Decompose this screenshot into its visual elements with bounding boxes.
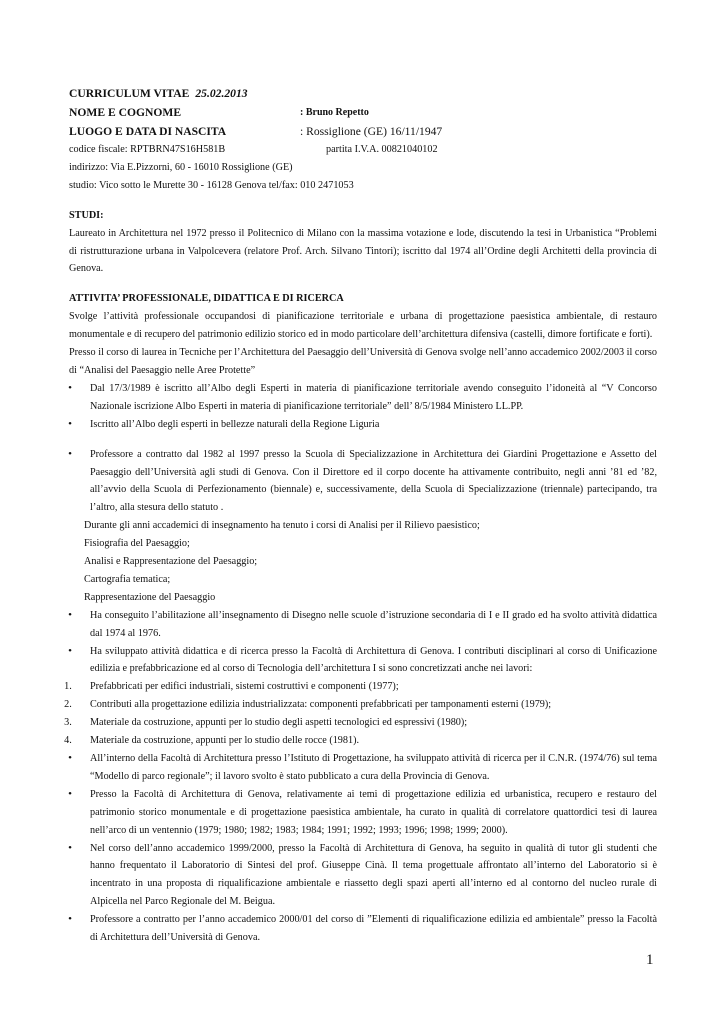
list-item: • Nel corso dell’anno accademico 1999/2000, presso la Facoltà di Architettura di Genova, ha seguito in qualità di tutor gli studenti che hanno frequentato il Laboratorio di Sintesi del prof. Giuseppe Cinà. Il tema progettuale affrontato all’interno del Laboratorio si è incentrato in una proposta di riqualificazione ambientale e riassetto degli spazi aperti all’interno ed al contorno del nucleo rurale di Alpicella nel Parco Regionale del M. Beigua.: [69, 840, 657, 912]
course-item: Rappresentazione del Paesaggio: [84, 591, 216, 603]
list-item: 1. Prefabbricati per edifici industriali, sistemi costruttivi e componenti (1977);: [69, 678, 657, 696]
course-item: Cartografia tematica;: [84, 573, 171, 585]
list-item: 3. Materiale da costruzione, appunti per lo studio degli aspetti tecnologici ed espressivi (1980);: [69, 714, 657, 732]
name-value: : Bruno Repetto: [300, 107, 369, 118]
bullet-icon: •: [68, 841, 72, 854]
name-label: NOME E COGNOME: [69, 106, 182, 119]
bullet-list-3: [69, 607, 657, 679]
studies-heading: STUDI:: [69, 209, 104, 221]
studies-text: Laureato in Architettura nel 1972 presso il Politecnico di Milano con la massima votazione e lode, discutendo la tesi in Urbanistica “Problemi di ristrutturazione urbana in Valpolcevera (relatore Prof. Arch. Silvano Tintori); iscritto dal 1974 all’Ordine degli Architetti della provincia di Genova.: [69, 227, 657, 275]
birth-line: [69, 122, 657, 141]
list-item: • Ha conseguito l’abilitazione all’insegnamento di Disegno nelle scuole d’istruzione secondaria di I e II grado ed ha svolto attività didattica dal 1974 al 1976.: [69, 607, 657, 643]
bullet-icon: •: [68, 913, 72, 926]
list-item: • Presso la Facoltà di Architettura di Genova, relativamente ai temi di progettazione edilizia ed urbanistica, recupero e restauro del patrimonio storico monumentale e di progettazione paesistica ambientale, ha curato in qualità di correlatore quattordici tesi di laurea nell’arco di un ventennio (1979; 1980; 1982; 1983; 1984; 1991; 1992; 1993; 1996; 1998; 1999; 2000).: [69, 786, 657, 840]
cv-date: 25.02.2013: [195, 87, 248, 100]
course-item: Fisiografia del Paesaggio;: [84, 538, 190, 550]
list-item: • Professore a contratto per l’anno accademico 2000/01 del corso di ”Elementi di riqualificazione edilizia ed ambientale” presso la Facoltà di Architettura dell’Università di Genova.: [69, 911, 657, 947]
list-item: • All’interno della Facoltà di Architettura presso l’Istituto di Progettazione, ha sviluppato attività di ricerca per il C.N.R. (1974/76) sul tema “Modello di parco regionale”; il lavoro svolto è stato pubblicato a cura della Provincia di Genova.: [69, 750, 657, 786]
fiscal-line: [69, 141, 657, 159]
vat-number: partita I.V.A. 00821040102: [326, 144, 438, 155]
list-item: • Iscritto all’Albo degli esperti in bellezze naturali della Regione Liguria: [69, 416, 657, 434]
courses-intro: Durante gli anni accademici di insegnamento ha tenuto i corsi di Analisi per il Rilievo paesistico;: [84, 520, 480, 532]
name-line: [69, 103, 657, 122]
list-item: • Dal 17/3/1989 è iscritto all’Albo degli Esperti in materia di pianificazione territoriale avendo conseguito l’idoneità al “V Concorso Nazionale iscrizione Albo Esperti in materia di pianificazione territoriale” dell’ 8/5/1984 Ministero LL.PP.: [69, 380, 657, 416]
studio-line: studio: Vico sotto le Murette 30 - 16128 Genova tel/fax: 010 2471053: [69, 179, 354, 191]
activities-heading: ATTIVITA’ PROFESSIONALE, DIDATTICA E DI RICERCA: [69, 293, 344, 305]
list-item: • Professore a contratto dal 1982 al 1997 presso la Scuola di Specializzazione in Architettura dei Giardini Progettazione e Assetto del Paesaggio dell’Università agli studi di Genova. Con il Direttore ed il corpo docente ha attivamente contribuito, negli anni ’81 ed ’82, all’avvio della Scuola di Perfezionamento (biennale) e, successivamente, della Scuola di Specializzazione (triennale) partecipando, tra l’altro, alla stesura dello statuto .: [69, 446, 657, 518]
bullet-icon: •: [68, 447, 72, 460]
birth-label: LUOGO E DATA DI NASCITA: [69, 125, 227, 138]
bullet-icon: •: [68, 644, 72, 657]
bullet-icon: •: [68, 417, 72, 430]
list-item: 2. Contributi alla progettazione edilizia industrializzata: componenti prefabbricati per tamponamenti esterni (1979);: [69, 696, 657, 714]
numbered-list: [64, 678, 657, 750]
address-line: indirizzo: Via E.Pizzorni, 60 - 16010 Rossiglione (GE): [69, 161, 293, 173]
bullet-icon: •: [68, 752, 72, 764]
bullet-list-2: [69, 446, 657, 518]
list-number: 3.: [64, 717, 72, 729]
list-number: 1.: [64, 681, 72, 693]
page-number: 1: [646, 952, 654, 968]
bullet-icon: •: [68, 608, 72, 621]
cv-title: CURRICULUM VITAE: [69, 87, 190, 100]
bullet-list-1: [69, 380, 657, 434]
list-number: 2.: [64, 699, 72, 711]
bullet-icon: •: [68, 381, 72, 394]
list-item: • Ha sviluppato attività didattica e di ricerca presso la Facoltà di Architettura di Genova. I contributi disciplinari al corso di Unificazione edilizia e prefabbricazione ed al corso di Tecnologia dell’architettura I si sono concretizzati anche nei lavori:: [69, 643, 657, 679]
course-item: Analisi e Rappresentazione del Paesaggio;: [84, 556, 258, 568]
bullet-list-4: [69, 750, 657, 947]
activities-intro-2: Presso il corso di laurea in Tecniche per l’Architettura del Paesaggio dell’Università di Genova svolge nell’anno accademico 2002/2003 il corso di “Analisi del Paesaggio nelle Aree Protette”: [69, 347, 657, 376]
list-item: 4. Materiale da costruzione, appunti per lo studio delle rocce (1981).: [69, 732, 657, 750]
list-number: 4.: [64, 735, 72, 747]
bullet-icon: •: [68, 787, 72, 800]
birth-value: : Rossiglione (GE) 16/11/1947: [300, 125, 443, 138]
cv-title-line: [69, 84, 657, 103]
fiscal-code: codice fiscale: RPTBRN47S16H581B: [69, 144, 226, 155]
activities-intro-1: Svolge l’attività professionale occupandosi di pianificazione territoriale e urbana di progettazione paesistica ambientale, di restauro monumentale e di recupero del patrimonio edilizio storico ed in modo particolare dell’architettura difensiva (castelli, dimore fortificate e forti).: [69, 311, 657, 341]
cv-content: [64, 84, 657, 947]
